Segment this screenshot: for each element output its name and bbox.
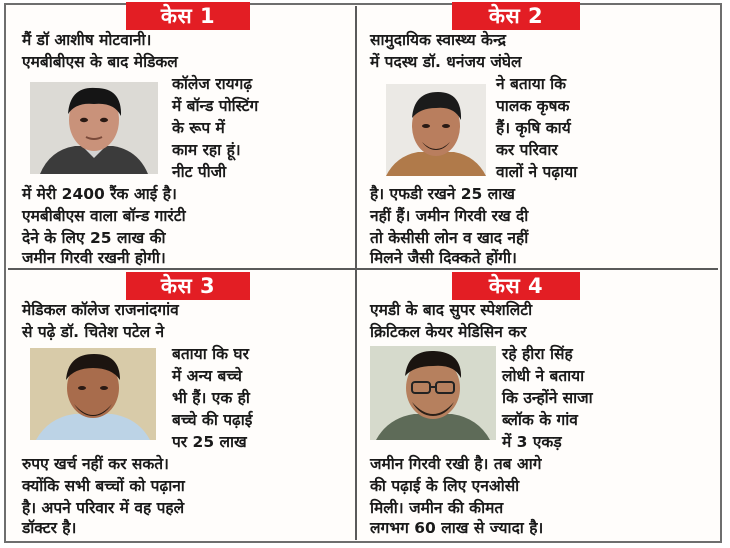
case-4-line: लगभग 60 लाख से ज्यादा है। bbox=[370, 519, 544, 537]
case-2-panel bbox=[370, 2, 710, 266]
case-3-line: में अन्य बच्चे bbox=[172, 367, 243, 385]
case-1-line: काम रहा हूं। bbox=[172, 141, 241, 159]
case-1-line: एमबीबीएस के बाद मेडिकल bbox=[22, 53, 178, 71]
case-2-line: में पदस्थ डॉ. धनंजय जंघेल bbox=[370, 53, 522, 71]
case-3-line: से पढ़े डॉ. चितेश पटेल ने bbox=[22, 323, 165, 341]
case-3-line: भी हैं। एक ही bbox=[172, 389, 250, 407]
case-4-header: केस 4 bbox=[452, 272, 580, 300]
case-3-line: मेडिकल कॉलेज राजनांदगांव bbox=[22, 301, 179, 319]
case-3-line: पर 25 लाख bbox=[172, 433, 247, 451]
case-1-panel bbox=[22, 2, 352, 266]
case-2-line: वालों ने पढ़ाया bbox=[496, 163, 578, 181]
doctor-photo-heera-singh bbox=[370, 346, 496, 440]
case-4-line: में 3 एकड़ bbox=[502, 433, 562, 451]
case-4-line: की पढ़ाई के लिए एनओसी bbox=[370, 477, 520, 495]
case-2-line: ने बताया कि bbox=[496, 75, 567, 93]
case-2-line: नहीं हैं। जमीन गिरवी रख दी bbox=[370, 207, 529, 225]
case-1-line: में मेरी 2400 रैंक आई है। bbox=[22, 185, 177, 203]
case-2-line: सामुदायिक स्वास्थ्य केन्द्र bbox=[370, 31, 506, 49]
doctor-photo-chitesh bbox=[30, 348, 156, 440]
case-3-line: है। अपने परिवार में वह पहले bbox=[22, 499, 185, 517]
case-4-line: रहे हीरा सिंह bbox=[502, 345, 573, 363]
case-2-line: मिलने जैसी दिक्कते होंगी। bbox=[370, 249, 517, 267]
doctor-photo-ashish bbox=[30, 82, 158, 174]
case-3-line: क्योंकि सभी बच्चों को पढ़ाना bbox=[22, 477, 185, 495]
case-1-line: देने के लिए 25 लाख की bbox=[22, 229, 166, 247]
vertical-divider bbox=[355, 6, 357, 540]
case-1-line: नीट पीजी bbox=[172, 163, 227, 181]
case-3-line: बच्चे की पढ़ाई bbox=[172, 411, 253, 429]
portrait-icon bbox=[30, 82, 158, 174]
case-1-line: मैं डॉ आशीष मोटवानी। bbox=[22, 31, 152, 49]
case-1-line: के रूप में bbox=[172, 119, 225, 137]
case-2-header: केस 2 bbox=[452, 2, 580, 30]
case-1-line: एमबीबीएस वाला बॉन्ड गारंटी bbox=[22, 207, 186, 225]
case-4-line: मिली। जमीन की कीमत bbox=[370, 499, 504, 517]
case-2-line: पालक कृषक bbox=[496, 97, 570, 115]
case-3-line: बताया कि घर bbox=[172, 345, 249, 363]
case-3-header: केस 3 bbox=[126, 272, 250, 300]
case-3-line: रुपए खर्च नहीं कर सकते। bbox=[22, 455, 169, 473]
case-4-line: क्रिटिकल केयर मेडिसिन कर bbox=[370, 323, 527, 341]
case-4-line: एमडी के बाद सुपर स्पेशलिटी bbox=[370, 301, 533, 319]
case-2-line: है। एफडी रखने 25 लाख bbox=[370, 185, 515, 203]
case-4-line: जमीन गिरवी रखी है। तब आगे bbox=[370, 455, 542, 473]
case-1-header: केस 1 bbox=[126, 2, 250, 30]
case-4-line: ब्लॉक के गांव bbox=[502, 411, 578, 429]
portrait-icon bbox=[30, 348, 156, 440]
case-2-line: तो केसीसी लोन व खाद नहीं bbox=[370, 229, 529, 247]
case-4-line: कि उन्होंने साजा bbox=[502, 389, 593, 407]
portrait-icon bbox=[370, 346, 496, 440]
portrait-icon bbox=[386, 84, 486, 176]
case-2-line: कर परिवार bbox=[496, 141, 558, 159]
case-4-line: लोधी ने बताया bbox=[502, 367, 585, 385]
case-3-line: डॉक्टर है। bbox=[22, 519, 77, 537]
doctor-photo-dhananjay bbox=[386, 84, 486, 176]
case-3-panel bbox=[22, 272, 352, 540]
case-1-line: जमीन गिरवी रखनी होगी। bbox=[22, 249, 166, 267]
case-2-line: हैं। कृषि कार्य bbox=[496, 119, 571, 137]
case-4-panel bbox=[370, 272, 710, 540]
case-1-line: में बॉन्ड पोस्टिंग bbox=[172, 97, 259, 115]
case-1-line: कॉलेज रायगढ़ bbox=[172, 75, 253, 93]
